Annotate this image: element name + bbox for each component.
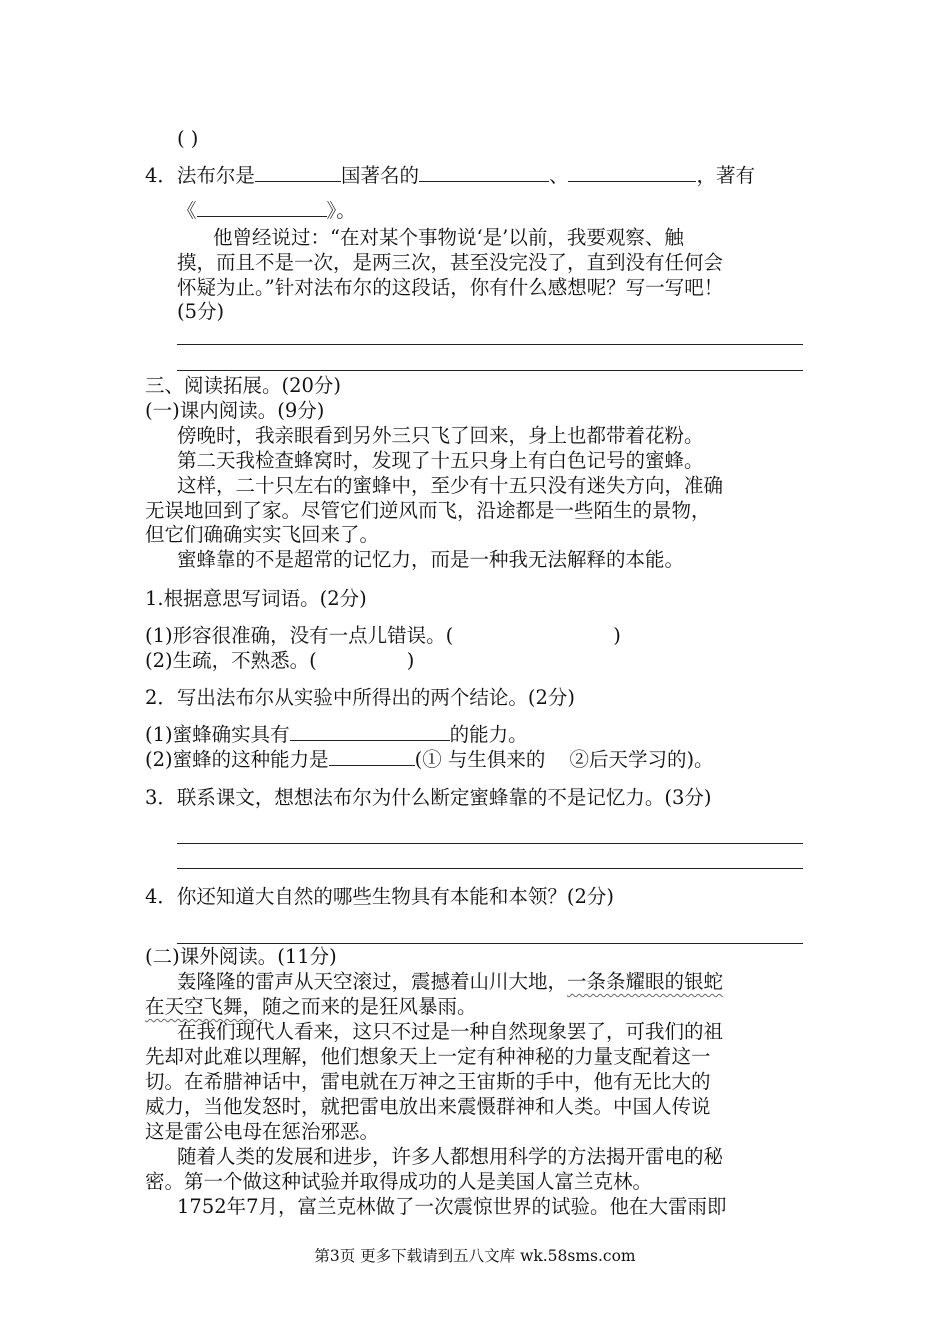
subsection-heading: (二)课外阅读。(11分) <box>145 945 337 968</box>
question-4-line1: 4．法布尔是 国著名的 、 ，著有 <box>145 164 755 187</box>
underlined-phrase: 一条条耀眼的银蛇 <box>567 970 724 993</box>
subsection-heading: (一)课内阅读。(9分) <box>145 399 325 422</box>
passage-line: 在天空飞舞，随之而来的是狂风暴雨。 <box>145 995 477 1018</box>
passage-line: 蜜蜂靠的不是超常的记忆力，而是一种我无法解释的本能。 <box>177 548 685 571</box>
passage-line: 威力，当他发怒时，就把雷电放出来震慑群神和人类。中国人传说 <box>145 1095 711 1118</box>
question-title: 3．联系课文，想想法布尔为什么断定蜜蜂靠的不是记忆力。(3分) <box>145 786 712 809</box>
question-item: (1)蜜蜂确实具有 的能力。 <box>145 723 528 746</box>
page-footer: 第3页 更多下载请到五八文库 wk.58sms.com <box>314 1247 636 1265</box>
question-4-book: 《 》。 <box>177 199 356 222</box>
passage-line: 这是雷公电母在惩治邪恶。 <box>145 1120 380 1143</box>
answer-line[interactable] <box>177 868 803 869</box>
section-heading: 三、阅读拓展。(20分) <box>145 374 342 397</box>
answer-line[interactable] <box>177 943 803 944</box>
passage-line: 切。在希腊神话中，雷电就在万神之王宙斯的手中，他有无比大的 <box>145 1070 711 1093</box>
passage-line: 随着人类的发展和进步，许多人都想用科学的方法揭开雷电的秘 <box>177 1145 724 1168</box>
passage-line: 但它们确确实实飞回来了。 <box>145 523 380 546</box>
question-item: (1)形容很准确，没有一点儿错误。( ) <box>145 624 621 647</box>
blank-choice[interactable] <box>329 747 415 766</box>
question-title: 2．写出法布尔从实验中所得出的两个结论。(2分) <box>145 686 576 709</box>
quote-line: 摸，而且不是一次，是两三次，甚至没完没了，直到没有任何会 <box>177 251 724 274</box>
quote-line: 怀疑为止。”针对法布尔的这段话，你有什么感想呢？写一写吧！ <box>177 276 724 299</box>
passage-line: 轰隆隆的雷声从天空滚过，震撼着山川大地，一条条耀眼的银蛇 <box>177 970 724 993</box>
passage-line: 先却对此难以理解，他们想象天上一定有种神秘的力量支配着这一 <box>145 1045 711 1068</box>
passage-line: 这样，二十只左右的蜜蜂中，至少有十五只没有迷失方向，准确 <box>177 474 724 497</box>
question-title: 1.根据意思写词语。(2分) <box>145 587 367 610</box>
answer-line[interactable] <box>177 344 803 345</box>
blank-book-title[interactable] <box>197 198 327 217</box>
blank-profession-1[interactable] <box>419 163 549 182</box>
passage-line: 密。第一个做这种试验并取得成功的人是美国人富兰克林。 <box>145 1170 653 1193</box>
question-number: 4． <box>145 164 177 187</box>
question-item: (2)生疏，不熟悉。( ) <box>145 649 415 672</box>
blank-country[interactable] <box>255 163 341 182</box>
quote-line: 他曾经说过：“在对某个事物说‘是’以前，我要观察、触 <box>213 226 684 249</box>
blank-ability[interactable] <box>290 722 450 741</box>
passage-line: 1752年7月，富兰克林做了一次震惊世界的试验。他在大雷雨即 <box>177 1195 727 1218</box>
answer-line[interactable] <box>177 370 803 371</box>
answer-line[interactable] <box>177 843 803 844</box>
underlined-phrase: 在天空飞舞， <box>145 995 263 1018</box>
passage-line: 傍晚时，我亲眼看到另外三只飞了回来，身上也都带着花粉。 <box>177 424 704 447</box>
passage-line: 在我们现代人看来，这只不过是一种自然现象罢了，可我们的祖 <box>177 1020 724 1043</box>
question-item: (2)蜜蜂的这种能力是 (① 与生俱来的 ②后天学习的)。 <box>145 748 714 771</box>
passage-line: 第二天我检查蜂窝时，发现了十五只身上有白色记号的蜜蜂。 <box>177 449 704 472</box>
answer-parenthesis: ( ) <box>177 127 199 150</box>
question-title: 4．你还知道大自然的哪些生物具有本能和本领？(2分) <box>145 885 615 908</box>
passage-line: 无误地回到了家。尽管它们逆风而飞，沿途都是一些陌生的景物， <box>145 499 711 522</box>
quote-score: (5分) <box>177 300 225 323</box>
blank-profession-2[interactable] <box>568 163 696 182</box>
